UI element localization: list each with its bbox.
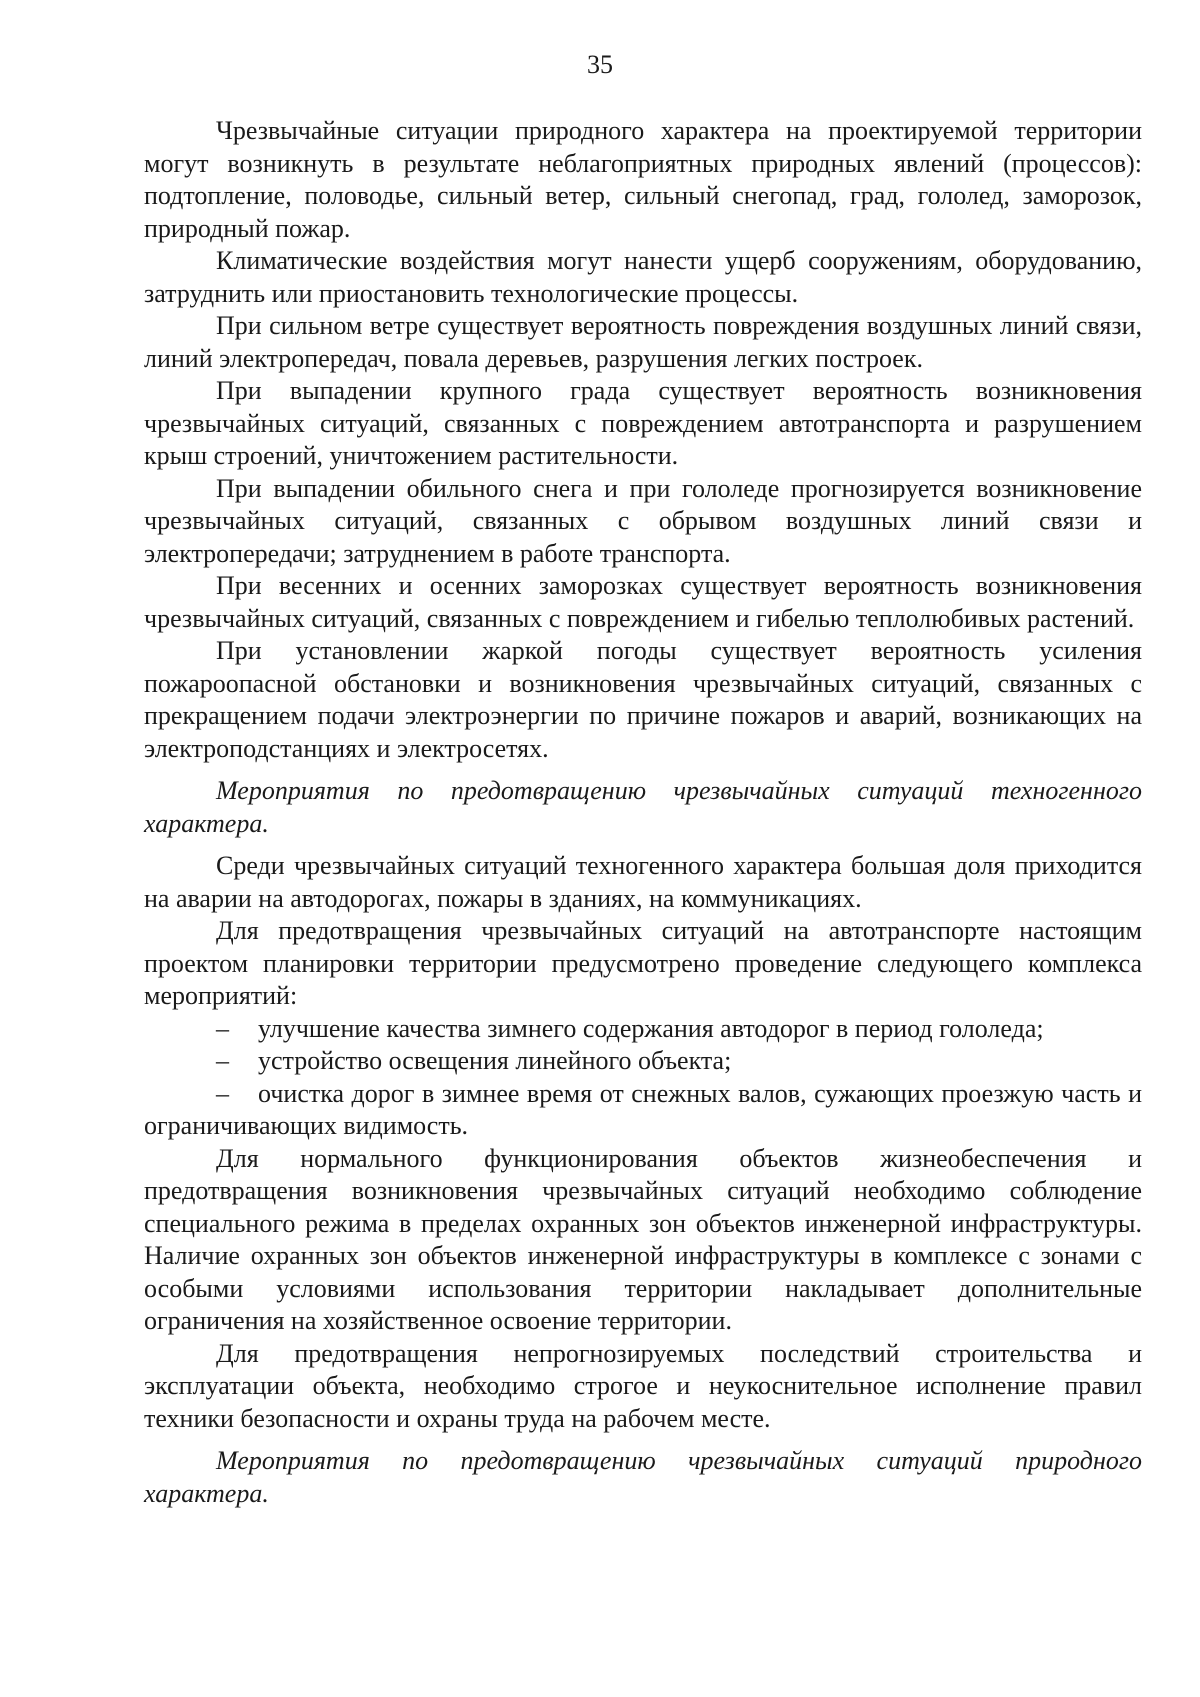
dash-marker: – <box>216 1013 229 1043</box>
page-number: 35 <box>587 50 613 79</box>
list-item-text: устройство освещения линейного объекта; <box>258 1046 732 1075</box>
paragraph: Чрезвычайные ситуации природного характера на проектируемой территории могут возникнуть в результате неблагоприятных природных явлений (процессов): подтопление, половодье, сильный ветер, сильный снегопад, град, гололед, заморозок, природный пожар. <box>144 116 1142 243</box>
measures-list <box>144 1013 1142 1143</box>
paragraph: Для нормального функционирования объектов жизнеобеспечения и предотвращения возникновения чрезвычайных ситуаций необходимо соблюдение специального режима в пределах охранных зон объектов инженерной инфраструктуры. Наличие охранных зон объектов инженерной инфраструктуры в комплексе с зонами с особыми условиями использования территории накладывает дополнительные ограничения на хозяйственное освоение территории. <box>144 1143 1142 1335</box>
paragraph: Для предотвращения чрезвычайных ситуаций на автотранспорте настоящим проектом планировки территории предусмотрено проведение следующего комплекса мероприятий: <box>144 916 1142 1010</box>
list-item <box>144 1078 1142 1143</box>
paragraph: При весенних и осенних заморозках существует вероятность возникновения чрезвычайных ситуаций, связанных с повреждением и гибелью теплолюбивых растений. <box>144 571 1142 633</box>
list-item-text: улучшение качества зимнего содержания автодорог в период гололеда; <box>258 1013 1044 1043</box>
paragraph: Климатические воздействия могут нанести ущерб сооружениям, оборудованию, затруднить или приостановить технологические процессы. <box>144 246 1142 308</box>
dash-marker: – <box>216 1046 229 1075</box>
section-heading-technogenic: Мероприятия по предотвращению чрезвычайных ситуаций техногенного характера. <box>144 776 1142 838</box>
paragraph: При выпадении крупного града существует вероятность возникновения чрезвычайных ситуаций, связанных с повреждением автотранспорта и разрушением крыш строений, уничтожением растительности. <box>144 376 1142 470</box>
document-body <box>144 115 1142 1510</box>
list-item <box>144 1013 1142 1046</box>
paragraph: При сильном ветре существует вероятность повреждения воздушных линий связи, линий электропередач, повала деревьев, разрушения легких построек. <box>144 311 1142 373</box>
list-item-text: очистка дорог в зимнее время от снежных валов, сужающих проезжую часть и ограничивающих видимость. <box>144 1078 1142 1140</box>
list-item <box>144 1045 1142 1078</box>
paragraph: Для предотвращения непрогнозируемых последствий строительства и эксплуатации объекта, необходимо строгое и неукоснительное исполнение правил техники безопасности и охраны труда на рабочем месте. <box>144 1338 1142 1433</box>
paragraph: При установлении жаркой погоды существует вероятность усиления пожароопасной обстановки и возникновения чрезвычайных ситуаций, связанных с прекращением подачи электроэнергии по причине пожаров и аварий, возникающих на электроподстанциях и электросетях. <box>144 636 1142 763</box>
dash-marker: – <box>216 1078 229 1108</box>
paragraph: При выпадении обильного снега и при гололеде прогнозируется возникновение чрезвычайных ситуаций, связанных с обрывом воздушных линий связи и электропередачи; затруднением в работе транспорта. <box>144 473 1142 568</box>
paragraph: Среди чрезвычайных ситуаций техногенного характера большая доля приходится на аварии на автодорогах, пожары в зданиях, на коммуникациях. <box>144 851 1142 913</box>
section-heading-natural: Мероприятия по предотвращению чрезвычайных ситуаций природного характера. <box>144 1446 1142 1508</box>
